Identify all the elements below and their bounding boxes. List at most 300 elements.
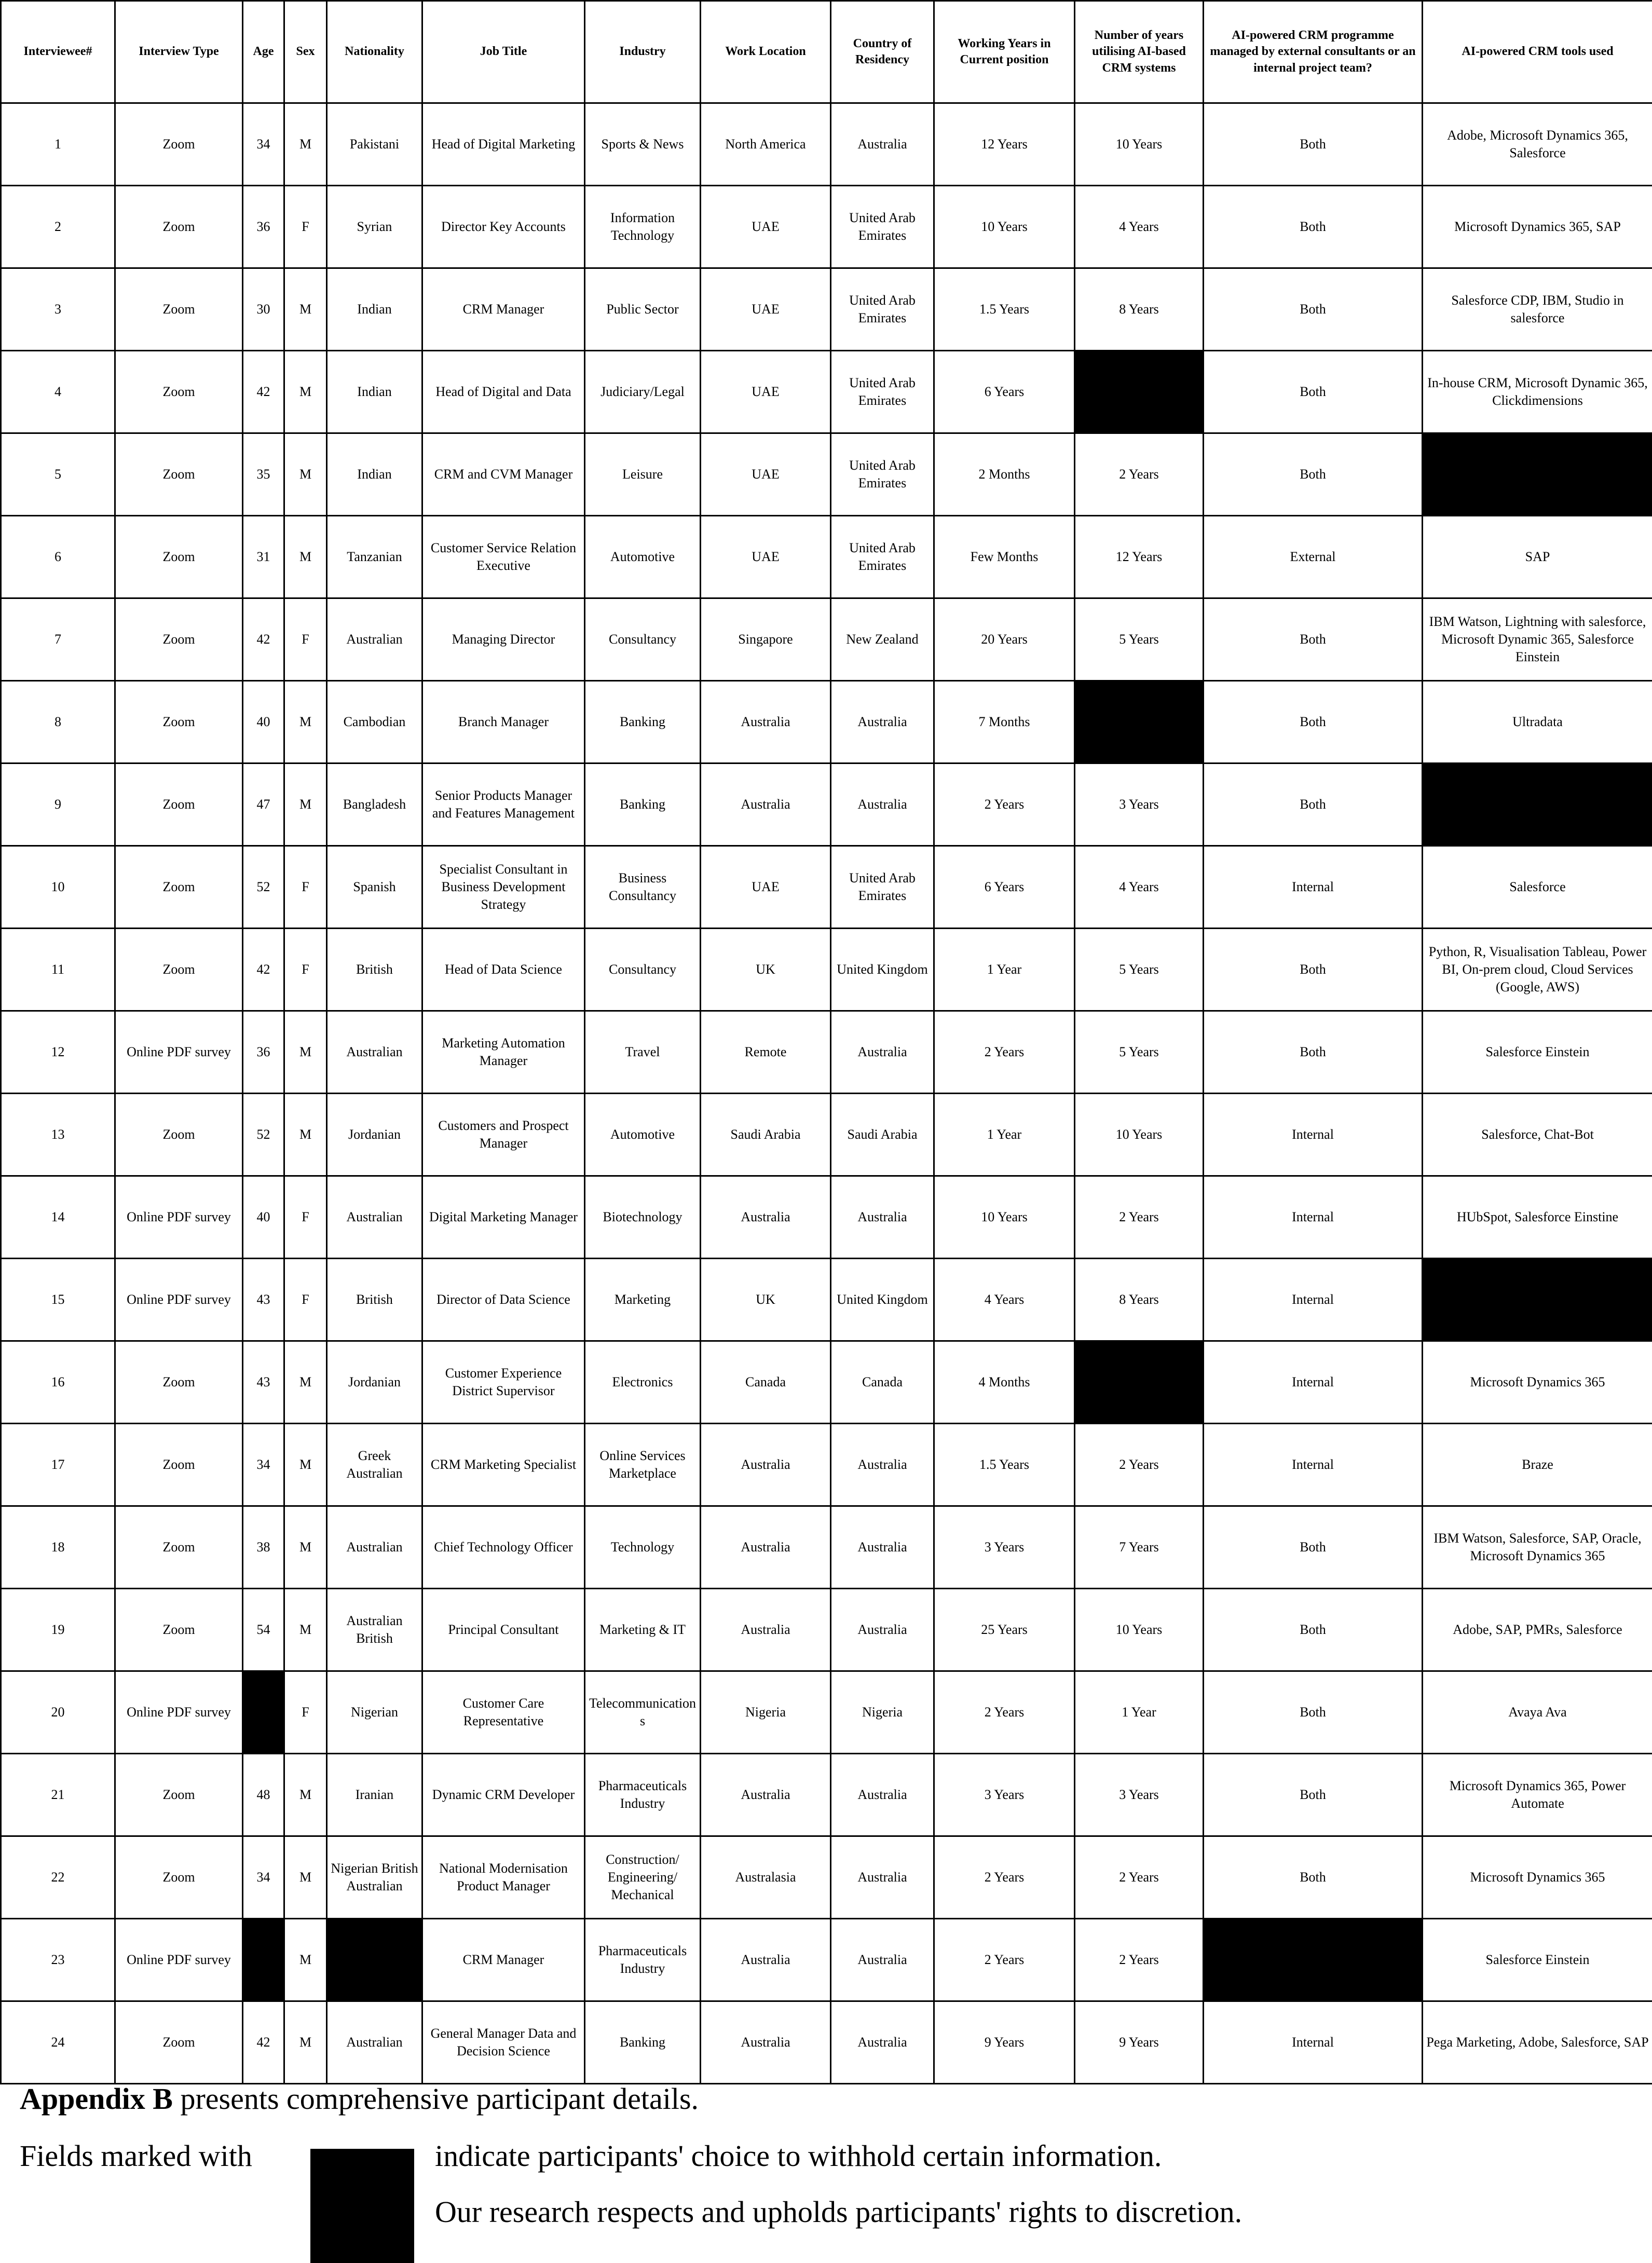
column-header: Industry — [585, 1, 701, 103]
table-cell: United Arab Emirates — [831, 186, 934, 268]
table-cell: Saudi Arabia — [701, 1094, 831, 1176]
table-cell: 7 — [1, 598, 115, 681]
table-cell: Zoom — [115, 929, 243, 1011]
table-cell: 23 — [1, 1919, 115, 2001]
column-header: Interviewee# — [1, 1, 115, 103]
table-cell: CRM and CVM Manager — [422, 433, 585, 516]
table-cell: 4 Years — [1075, 846, 1204, 929]
table-row — [1, 1094, 1652, 1176]
appendix-label: Appendix B — [20, 2082, 173, 2116]
table-cell: Director Key Accounts — [422, 186, 585, 268]
table-cell: Australia — [831, 1011, 934, 1094]
table-cell: Zoom — [115, 846, 243, 929]
table-cell: 10 — [1, 846, 115, 929]
table-cell: M — [284, 103, 327, 186]
table-cell: F — [284, 846, 327, 929]
table-cell: 3 Years — [934, 1754, 1075, 1836]
table-cell: Australia — [831, 1754, 934, 1836]
table-cell: Internal — [1204, 2001, 1423, 2084]
table-cell: Customer Service Relation Executive — [422, 516, 585, 598]
table-cell: 6 Years — [934, 351, 1075, 433]
table-cell: 10 Years — [934, 186, 1075, 268]
table-header-row — [1, 1, 1652, 103]
table-cell: Principal Consultant — [422, 1589, 585, 1671]
table-cell: Marketing & IT — [585, 1589, 701, 1671]
table-cell: Specialist Consultant in Business Development Strategy — [422, 846, 585, 929]
table-cell: Zoom — [115, 1506, 243, 1589]
table-cell: 52 — [243, 846, 284, 929]
table-cell: Zoom — [115, 268, 243, 351]
table-cell: 1 Year — [934, 929, 1075, 1011]
table-cell: Both — [1204, 186, 1423, 268]
table-cell: 3 — [1, 268, 115, 351]
table-row — [1, 1176, 1652, 1259]
table-cell: Pharmaceuticals Industry — [585, 1919, 701, 2001]
table-cell: 42 — [243, 351, 284, 433]
table-cell: Zoom — [115, 516, 243, 598]
table-cell: Judiciary/Legal — [585, 351, 701, 433]
redacted-cell — [1075, 1341, 1204, 1424]
table-cell: United Kingdom — [831, 929, 934, 1011]
table-cell: 2 Months — [934, 433, 1075, 516]
table-cell: Indian — [327, 351, 422, 433]
table-cell: M — [284, 1589, 327, 1671]
table-cell: Australia — [831, 1506, 934, 1589]
column-header: Working Years in Current position — [934, 1, 1075, 103]
table-cell: 10 Years — [1075, 1094, 1204, 1176]
table-cell: Zoom — [115, 764, 243, 846]
table-cell: Singapore — [701, 598, 831, 681]
table-cell: 12 — [1, 1011, 115, 1094]
table-cell: 2 Years — [1075, 1424, 1204, 1506]
table-cell: 40 — [243, 681, 284, 764]
table-cell: M — [284, 516, 327, 598]
table-cell: Microsoft Dynamics 365, SAP — [1423, 186, 1652, 268]
table-cell: General Manager Data and Decision Science — [422, 2001, 585, 2084]
table-cell: Zoom — [115, 433, 243, 516]
table-cell: Australia — [701, 1754, 831, 1836]
fields-marked-text: Fields marked with — [20, 2139, 252, 2173]
table-cell: UAE — [701, 516, 831, 598]
table-cell: Banking — [585, 2001, 701, 2084]
table-cell: 14 — [1, 1176, 115, 1259]
table-cell: 8 Years — [1075, 1259, 1204, 1341]
table-cell: 2 Years — [934, 1836, 1075, 1919]
table-cell: CRM Manager — [422, 268, 585, 351]
table-cell: Python, R, Visualisation Tableau, Power BI, On-prem cloud, Cloud Services (Google, AWS) — [1423, 929, 1652, 1011]
table-cell: In-house CRM, Microsoft Dynamic 365, Clickdimensions — [1423, 351, 1652, 433]
table-cell: Salesforce Einstein — [1423, 1011, 1652, 1094]
column-header: AI-powered CRM programme managed by external consultants or an internal project team? — [1204, 1, 1423, 103]
table-cell: F — [284, 1176, 327, 1259]
table-cell: External — [1204, 516, 1423, 598]
table-cell: 24 — [1, 2001, 115, 2084]
table-cell: Internal — [1204, 1259, 1423, 1341]
table-cell: Australian — [327, 1176, 422, 1259]
table-cell: UAE — [701, 268, 831, 351]
table-row — [1, 1919, 1652, 2001]
table-cell: Indian — [327, 433, 422, 516]
table-cell: United Arab Emirates — [831, 516, 934, 598]
table-cell: Sports & News — [585, 103, 701, 186]
table-cell: 5 — [1, 433, 115, 516]
table-cell: 12 Years — [1075, 516, 1204, 598]
table-cell: Australia — [831, 1589, 934, 1671]
redacted-cell — [243, 1919, 284, 2001]
table-cell: 16 — [1, 1341, 115, 1424]
table-cell: Both — [1204, 681, 1423, 764]
table-cell: Zoom — [115, 681, 243, 764]
table-cell: Director of Data Science — [422, 1259, 585, 1341]
table-cell: 11 — [1, 929, 115, 1011]
column-header: Country of Residency — [831, 1, 934, 103]
table-cell: Zoom — [115, 598, 243, 681]
table-cell: Microsoft Dynamics 365, Power Automate — [1423, 1754, 1652, 1836]
table-cell: United Arab Emirates — [831, 846, 934, 929]
table-cell: M — [284, 433, 327, 516]
table-cell: 12 Years — [934, 103, 1075, 186]
table-cell: Zoom — [115, 1424, 243, 1506]
column-header: Number of years utilising AI-based CRM systems — [1075, 1, 1204, 103]
table-cell: 7 Years — [1075, 1506, 1204, 1589]
table-cell: UK — [701, 1259, 831, 1341]
table-cell: Customer Care Representative — [422, 1671, 585, 1754]
table-cell: 42 — [243, 598, 284, 681]
table-cell: Internal — [1204, 846, 1423, 929]
table-cell: 1.5 Years — [934, 1424, 1075, 1506]
column-header: Age — [243, 1, 284, 103]
table-cell: Marketing — [585, 1259, 701, 1341]
table-cell: M — [284, 351, 327, 433]
table-cell: Banking — [585, 764, 701, 846]
table-cell: Remote — [701, 1011, 831, 1094]
table-cell: Construction/ Engineering/ Mechanical — [585, 1836, 701, 1919]
table-cell: Head of Digital and Data — [422, 351, 585, 433]
table-cell: Salesforce — [1423, 846, 1652, 929]
table-cell: Both — [1204, 268, 1423, 351]
table-cell: 18 — [1, 1506, 115, 1589]
table-cell: Australian British — [327, 1589, 422, 1671]
table-row — [1, 1671, 1652, 1754]
table-cell: Spanish — [327, 846, 422, 929]
table-cell: Both — [1204, 598, 1423, 681]
table-cell: Australian — [327, 2001, 422, 2084]
table-cell: Australia — [701, 1506, 831, 1589]
redacted-cell — [1204, 1919, 1423, 2001]
table-row — [1, 1259, 1652, 1341]
table-cell: Electronics — [585, 1341, 701, 1424]
table-cell: Both — [1204, 351, 1423, 433]
table-cell: 42 — [243, 2001, 284, 2084]
table-cell: Both — [1204, 929, 1423, 1011]
table-cell: North America — [701, 103, 831, 186]
withhold-text: indicate participants' choice to withhold certain information. — [435, 2139, 1162, 2173]
table-cell: CRM Marketing Specialist — [422, 1424, 585, 1506]
table-cell: 9 — [1, 764, 115, 846]
table-row — [1, 1341, 1652, 1424]
table-cell: 6 Years — [934, 846, 1075, 929]
table-cell: Cambodian — [327, 681, 422, 764]
table-cell: Australia — [831, 103, 934, 186]
table-cell: Ultradata — [1423, 681, 1652, 764]
table-cell: 36 — [243, 1011, 284, 1094]
table-row — [1, 846, 1652, 929]
table-cell: Zoom — [115, 351, 243, 433]
table-cell: Banking — [585, 681, 701, 764]
redaction-legend-swatch — [310, 2149, 414, 2263]
table-cell: Indian — [327, 268, 422, 351]
appendix-line — [20, 2081, 699, 2116]
table-cell: 54 — [243, 1589, 284, 1671]
table-cell: 31 — [243, 516, 284, 598]
table-cell: 42 — [243, 929, 284, 1011]
table-cell: 2 Years — [1075, 1836, 1204, 1919]
table-cell: Pharmaceuticals Industry — [585, 1754, 701, 1836]
table-cell: Microsoft Dynamics 365 — [1423, 1836, 1652, 1919]
table-cell: 1 Year — [1075, 1671, 1204, 1754]
table-cell: SAP — [1423, 516, 1652, 598]
table-cell: Information Technology — [585, 186, 701, 268]
table-cell: 2 Years — [934, 764, 1075, 846]
respect-text: Our research respects and upholds participants' rights to discretion. — [435, 2195, 1243, 2229]
table-cell: Internal — [1204, 1176, 1423, 1259]
table-cell: 52 — [243, 1094, 284, 1176]
table-cell: Braze — [1423, 1424, 1652, 1506]
table-cell: Zoom — [115, 186, 243, 268]
table-cell: 34 — [243, 1424, 284, 1506]
table-cell: 38 — [243, 1506, 284, 1589]
table-cell: UAE — [701, 186, 831, 268]
table-cell: Australia — [831, 1919, 934, 2001]
table-cell: M — [284, 1836, 327, 1919]
table-row — [1, 1424, 1652, 1506]
table-cell: 5 Years — [1075, 598, 1204, 681]
table-cell: Tanzanian — [327, 516, 422, 598]
table-cell: 35 — [243, 433, 284, 516]
table-cell: HUbSpot, Salesforce Einstine — [1423, 1176, 1652, 1259]
table-cell: M — [284, 1919, 327, 2001]
column-header: Job Title — [422, 1, 585, 103]
table-cell: Both — [1204, 1589, 1423, 1671]
table-cell: Online PDF survey — [115, 1671, 243, 1754]
table-cell: 10 Years — [1075, 1589, 1204, 1671]
table-cell: 15 — [1, 1259, 115, 1341]
table-cell: M — [284, 268, 327, 351]
column-header: AI-powered CRM tools used — [1423, 1, 1652, 103]
table-cell: 19 — [1, 1589, 115, 1671]
table-cell: British — [327, 929, 422, 1011]
table-cell: Digital Marketing Manager — [422, 1176, 585, 1259]
table-cell: Both — [1204, 103, 1423, 186]
table-cell: British — [327, 1259, 422, 1341]
table-cell: Head of Digital Marketing — [422, 103, 585, 186]
table-row — [1, 1589, 1652, 1671]
table-cell: National Modernisation Product Manager — [422, 1836, 585, 1919]
table-cell: Internal — [1204, 1094, 1423, 1176]
table-cell: 20 — [1, 1671, 115, 1754]
table-cell: Iranian — [327, 1754, 422, 1836]
table-row — [1, 433, 1652, 516]
table-cell: 20 Years — [934, 598, 1075, 681]
table-cell: F — [284, 186, 327, 268]
table-cell: United Arab Emirates — [831, 433, 934, 516]
table-cell: 2 — [1, 186, 115, 268]
table-cell: F — [284, 1671, 327, 1754]
column-header: Sex — [284, 1, 327, 103]
table-cell: M — [284, 1341, 327, 1424]
appendix-text: presents comprehensive participant details. — [172, 2082, 699, 2116]
table-cell: Both — [1204, 1754, 1423, 1836]
table-cell: 1.5 Years — [934, 268, 1075, 351]
table-cell: Consultancy — [585, 929, 701, 1011]
table-cell: 6 — [1, 516, 115, 598]
table-cell: 7 Months — [934, 681, 1075, 764]
table-cell: UAE — [701, 846, 831, 929]
table-cell: Both — [1204, 433, 1423, 516]
table-cell: 4 Years — [934, 1259, 1075, 1341]
table-cell: Australia — [831, 681, 934, 764]
table-cell: 43 — [243, 1259, 284, 1341]
table-row — [1, 1754, 1652, 1836]
table-cell: Leisure — [585, 433, 701, 516]
table-cell: M — [284, 764, 327, 846]
table-cell: 9 Years — [934, 2001, 1075, 2084]
table-cell: 5 Years — [1075, 929, 1204, 1011]
column-header: Nationality — [327, 1, 422, 103]
table-cell: UAE — [701, 351, 831, 433]
table-cell: Internal — [1204, 1424, 1423, 1506]
table-row — [1, 1506, 1652, 1589]
table-cell: 34 — [243, 103, 284, 186]
table-cell: F — [284, 598, 327, 681]
redacted-cell — [1423, 433, 1652, 516]
table-cell: 3 Years — [934, 1506, 1075, 1589]
table-cell: F — [284, 929, 327, 1011]
redacted-cell — [1423, 1259, 1652, 1341]
table-cell: Zoom — [115, 1836, 243, 1919]
table-cell: 17 — [1, 1424, 115, 1506]
table-cell: Marketing Automation Manager — [422, 1011, 585, 1094]
table-cell: Travel — [585, 1011, 701, 1094]
table-cell: Dynamic CRM Developer — [422, 1754, 585, 1836]
table-cell: United Arab Emirates — [831, 351, 934, 433]
table-cell: Australia — [701, 1589, 831, 1671]
table-cell: 1 Year — [934, 1094, 1075, 1176]
table-cell: Australia — [831, 1176, 934, 1259]
table-cell: Zoom — [115, 1094, 243, 1176]
table-cell: Nigeria — [701, 1671, 831, 1754]
table-cell: Telecommunications — [585, 1671, 701, 1754]
table-cell: Zoom — [115, 103, 243, 186]
table-cell: IBM Watson, Salesforce, SAP, Oracle, Microsoft Dynamics 365 — [1423, 1506, 1652, 1589]
table-cell: Biotechnology — [585, 1176, 701, 1259]
table-cell: Greek Australian — [327, 1424, 422, 1506]
table-cell: 40 — [243, 1176, 284, 1259]
table-cell: 21 — [1, 1754, 115, 1836]
table-cell: Senior Products Manager and Features Management — [422, 764, 585, 846]
table-cell: Both — [1204, 1506, 1423, 1589]
redacted-cell — [1075, 681, 1204, 764]
table-cell: Jordanian — [327, 1094, 422, 1176]
table-cell: Australian — [327, 598, 422, 681]
table-cell: Business Consultancy — [585, 846, 701, 929]
table-cell: 22 — [1, 1836, 115, 1919]
table-cell: 8 Years — [1075, 268, 1204, 351]
table-cell: Australian — [327, 1506, 422, 1589]
table-cell: Zoom — [115, 2001, 243, 2084]
table-body — [1, 103, 1652, 2084]
table-cell: Customers and Prospect Manager — [422, 1094, 585, 1176]
table-cell: Canada — [831, 1341, 934, 1424]
table-row — [1, 929, 1652, 1011]
table-cell: IBM Watson, Lightning with salesforce, Microsoft Dynamic 365, Salesforce Einstein — [1423, 598, 1652, 681]
table-cell: Australia — [701, 764, 831, 846]
table-cell: M — [284, 1094, 327, 1176]
table-row — [1, 1011, 1652, 1094]
table-cell: Nigerian British Australian — [327, 1836, 422, 1919]
table-cell: 25 Years — [934, 1589, 1075, 1671]
table-cell: 10 Years — [934, 1176, 1075, 1259]
table-cell: Both — [1204, 1011, 1423, 1094]
table-cell: Pega Marketing, Adobe, Salesforce, SAP — [1423, 2001, 1652, 2084]
table-cell: 1 — [1, 103, 115, 186]
column-header: Interview Type — [115, 1, 243, 103]
table-cell: CRM Manager — [422, 1919, 585, 2001]
table-cell: 9 Years — [1075, 2001, 1204, 2084]
table-cell: Saudi Arabia — [831, 1094, 934, 1176]
table-cell: Few Months — [934, 516, 1075, 598]
table-cell: Both — [1204, 1836, 1423, 1919]
table-cell: Australia — [831, 764, 934, 846]
table-row — [1, 2001, 1652, 2084]
table-cell: Australia — [701, 1176, 831, 1259]
redacted-cell — [243, 1671, 284, 1754]
table-cell: Australasia — [701, 1836, 831, 1919]
table-cell: Technology — [585, 1506, 701, 1589]
table-cell: M — [284, 1506, 327, 1589]
table-cell: Online PDF survey — [115, 1919, 243, 2001]
redacted-cell — [327, 1919, 422, 2001]
table-cell: 48 — [243, 1754, 284, 1836]
table-cell: M — [284, 681, 327, 764]
table-cell: New Zealand — [831, 598, 934, 681]
table-cell: Online PDF survey — [115, 1176, 243, 1259]
table-cell: 8 — [1, 681, 115, 764]
table-cell: Australia — [831, 2001, 934, 2084]
table-cell: Online PDF survey — [115, 1011, 243, 1094]
table-cell: Australia — [701, 681, 831, 764]
table-cell: UK — [701, 929, 831, 1011]
table-cell: 34 — [243, 1836, 284, 1919]
table-cell: Automotive — [585, 516, 701, 598]
table-row — [1, 186, 1652, 268]
table-cell: Bangladesh — [327, 764, 422, 846]
table-cell: M — [284, 1011, 327, 1094]
table-cell: Australia — [701, 2001, 831, 2084]
table-cell: M — [284, 1424, 327, 1506]
table-cell: Public Sector — [585, 268, 701, 351]
table-cell: Australian — [327, 1011, 422, 1094]
table-cell: Zoom — [115, 1341, 243, 1424]
table-cell: 2 Years — [934, 1919, 1075, 2001]
table-cell: 43 — [243, 1341, 284, 1424]
table-cell: Consultancy — [585, 598, 701, 681]
table-cell: Salesforce, Chat-Bot — [1423, 1094, 1652, 1176]
table-cell: 2 Years — [1075, 1176, 1204, 1259]
table-row — [1, 103, 1652, 186]
table-cell: 36 — [243, 186, 284, 268]
table-cell: Both — [1204, 764, 1423, 846]
